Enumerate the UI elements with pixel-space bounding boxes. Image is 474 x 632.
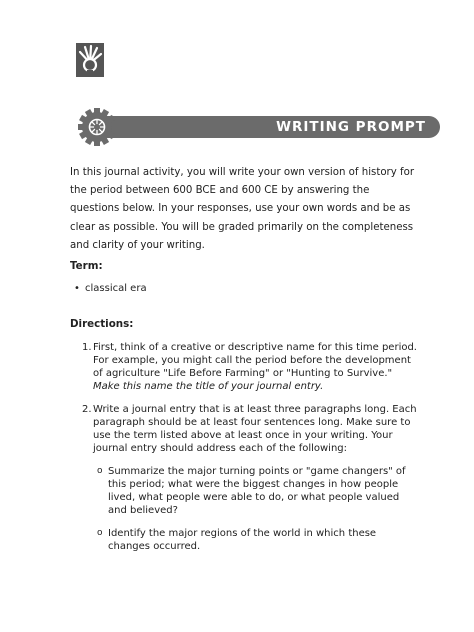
gear-icon: [78, 108, 116, 146]
sub-item: [97, 465, 420, 517]
bullet-icon: •: [74, 283, 80, 294]
direction-item: [82, 403, 420, 553]
term-list: [74, 282, 147, 296]
banner-title: WRITING PROMPT: [276, 119, 426, 135]
direction-sub-list: [97, 465, 420, 553]
sub-item: [97, 527, 420, 553]
direction-text: [93, 342, 417, 392]
direction-number: 1.: [82, 342, 92, 353]
circle-bullet-icon: o: [97, 528, 103, 538]
directions-heading: Directions:: [70, 318, 134, 330]
direction-text-main: First, think of a creative or descriptive name for this time period. For example, you might call the period before the development of agriculture "Life Before Farming" or "Hunting to Survive.": [93, 342, 417, 379]
term-heading: Term:: [70, 260, 103, 272]
sub-item-text: Summarize the major turning points or "game changers" of this period; what were the biggest changes in how people lived, what people were able to do, or what people valued and believed?: [108, 466, 406, 516]
direction-item: [82, 341, 420, 393]
sunburst-hand-logo-icon: [76, 43, 104, 77]
sub-item-text: Identify the major regions of the world in which these changes occurred.: [108, 528, 377, 552]
term-item: [74, 282, 147, 296]
direction-emphasis: Make this name the title of your journal entry.: [93, 381, 324, 392]
intro-paragraph: In this journal activity, you will write your own version of history for the period between 600 BCE and 600 CE by answering the questions below. In your responses, use your own words and be as clear as possible. You will be graded primarily on the completeness and clarity of your writing.: [70, 167, 415, 251]
term-text: classical era: [85, 283, 147, 294]
direction-text: Write a journal entry that is at least three paragraphs long. Each paragraph should be at least four sentences long. Make sure to use the term listed above at least once in your writing. Your journal entry should address each of the following:: [93, 404, 417, 454]
direction-number: 2.: [82, 404, 92, 415]
writing-prompt-banner: [78, 108, 440, 146]
circle-bullet-icon: o: [97, 466, 103, 476]
directions-list: [82, 341, 420, 553]
